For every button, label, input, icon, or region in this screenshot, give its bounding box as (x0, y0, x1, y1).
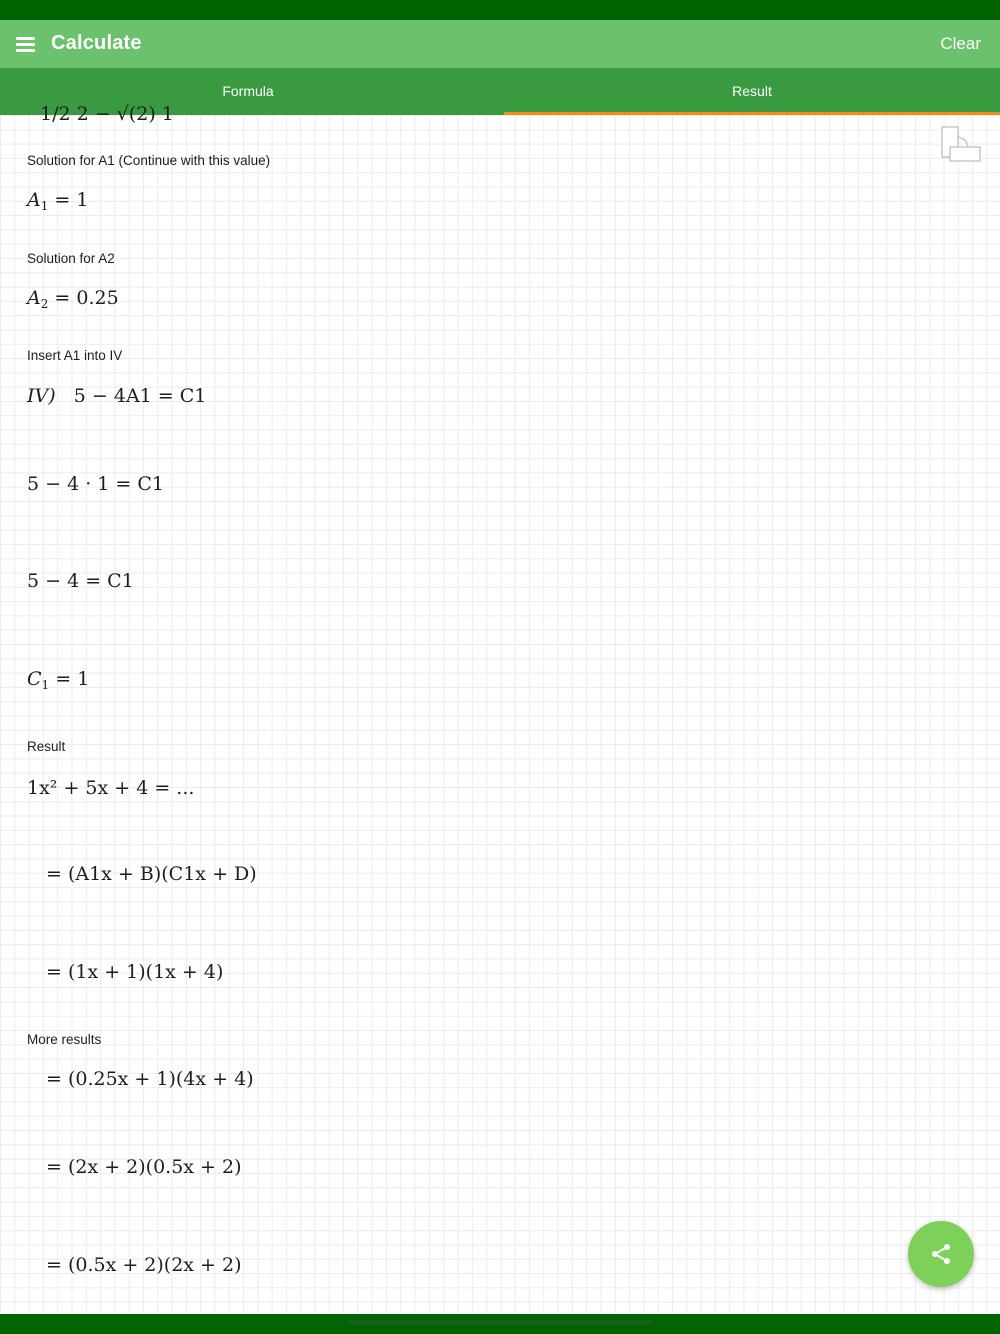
c1-value: 1 (77, 668, 90, 690)
tab-formula[interactable]: Formula (222, 83, 274, 99)
general-form-equation: = (A1x + B)(C1x + D) (46, 863, 257, 885)
more-result-1: = (0.25x + 1)(4x + 4) (46, 1068, 254, 1090)
share-button[interactable] (908, 1221, 974, 1287)
solution-a1-label: Solution for A1 (Continue with this value) (27, 153, 271, 168)
result-equation: 1x² + 5x + 4 = ... (27, 777, 195, 799)
iv-equation: 5 − 4A1 = C1 (73, 385, 207, 407)
iv-equation-row (27, 385, 206, 407)
iv-label: IV) (27, 385, 56, 407)
status-bar (0, 0, 1000, 20)
share-icon (929, 1242, 953, 1266)
result-content[interactable] (0, 103, 1000, 1314)
result-label: Result (27, 739, 66, 754)
app-title: Calculate (51, 32, 142, 54)
clear-button[interactable]: Clear (940, 34, 981, 53)
a1-equation: $A_1 = 1$ (27, 189, 89, 213)
bottom-bar (0, 1314, 1000, 1334)
hamburger-menu-icon[interactable] (16, 36, 35, 52)
substitution-step-2: 5 − 4 = C1 (27, 570, 134, 592)
a1-value: 1 (76, 189, 89, 211)
solution-a2-label: Solution for A2 (27, 251, 115, 266)
insert-a1-label: Insert A1 into IV (27, 348, 123, 363)
more-result-2: = (2x + 2)(0.5x + 2) (46, 1156, 242, 1178)
app-bar (0, 20, 1000, 68)
more-result-3: = (0.5x + 2)(2x + 2) (46, 1254, 242, 1276)
substitution-step-1: 5 − 4 · 1 = C1 (27, 473, 165, 495)
factored-equation: = (1x + 1)(1x + 4) (46, 961, 224, 983)
a2-equation: $A_2 = 0.25$ (27, 287, 119, 311)
home-indicator[interactable] (347, 1320, 653, 1325)
previous-formula-partial: 1/2 2 − √(2) 1 (40, 103, 174, 125)
a2-value: 0.25 (76, 287, 119, 309)
c1-equation: $C_1 = 1$ (27, 668, 90, 692)
copy-icon[interactable] (938, 125, 982, 165)
more-results-label: More results (27, 1032, 102, 1047)
tab-result[interactable]: Result (732, 83, 772, 99)
